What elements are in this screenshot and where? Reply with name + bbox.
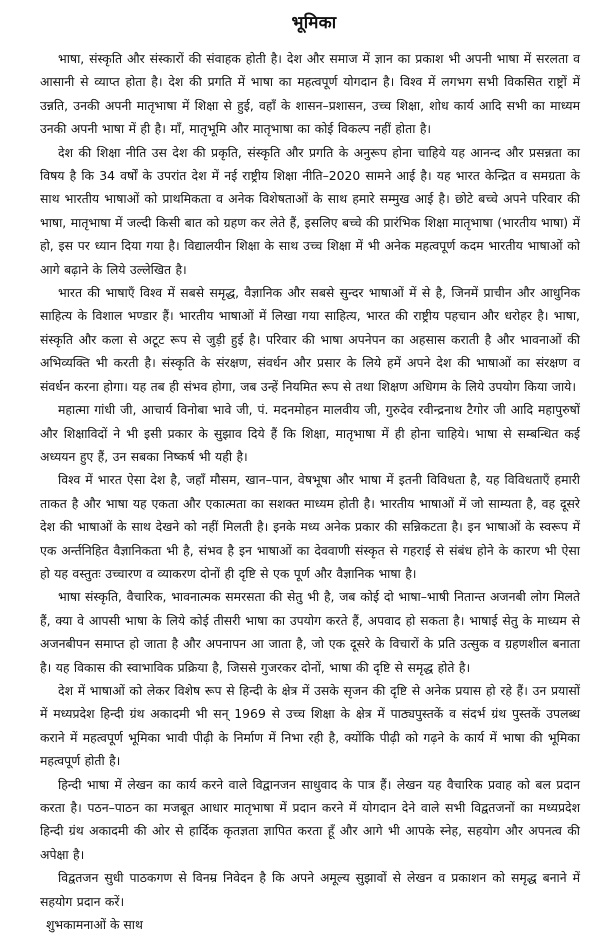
closing-line: शुभकामनाओं के साथ (46, 917, 143, 933)
paragraph-4: महात्मा गांधी जी, आचार्य विनोबा भावे जी, पं. मदनमोहन मालवीय जी, गुरुदेव रवीन्द्रनाथ टैगोर जी आदि महापुरुषों और शिक्षाविदों ने भी इसी प्रकार के सुझाव दिये हैं कि शिक्षा, मातृभाषा में ही होना चाहिये। भाषा से सम्बन्धित कई अध्ययन हुए हैं, उन सबका निष्कर्ष भी यही है। (40, 402, 580, 464)
paragraph-5: विश्व में भारत ऐसा देश है, जहाँ मौसम, खान–पान, वेषभूषा और भाषा में इतनी विविधता है, यह विविधताएँ हमारी ताकत है और भाषा यह एकता और एकात्मता का सशक्त माध्यम होती है। भारतीय भाषाओं में जो साम्यता है, वह दूसरे देश की भाषाओं के साथ देखने को नहीं मिलती है। इनके मध्य अनेक प्रकार की सन्निकटता है। इन भाषाओं के स्वरूप में एक अर्न्तनिहित वैज्ञानिकता भी है, संभव है इन भाषाओं का देववाणी संस्कृत से गहराई से संबंध होने के कारण भी ऐसा हो यह वस्तुतः उच्चारण व व्याकरण दोनों ही दृष्टि से एक पूर्ण और वैज्ञानिक भाषा है। (40, 472, 580, 581)
paragraph-6: भाषा संस्कृति, वैचारिक, भावनात्मक समरसता की सेतु भी है, जब कोई दो भाषा–भाषी नितान्त अजनबी लोग मिलते हैं, क्या वे आपसी भाषा के लिये कोई तीसरी भाषा का उपयोग करते हैं, अपवाद हो सकता है। भाषाई सेतु के माध्यम से अजनबीपन समाप्त हो जाता है और अपनापन आ जाता है, जो एक दूसरे के विचारों के प्रति उत्सुक व ग्रहणशील बनाता है। यह विकास की स्वाभाविक प्रक्रिया है, जिससे गुजरकर दोनों, भाषा की दृष्टि से समृद्ध होते है। (40, 589, 580, 675)
paragraph-7: देश में भाषाओं को लेकर विशेष रूप से हिन्दी के क्षेत्र में उसके सृजन की दृष्टि से अनेक प्रयास हो रहे हैं। उन प्रयासों में मध्यप्रदेश हिन्दी ग्रंथ अकादमी भी सन् 1969 से उच्च शिक्षा के क्षेत्र में पाठ्यपुस्तकें व संदर्भ ग्रंथ पुस्तकें उपलब्ध कराने में महत्वपूर्ण भूमिका भावी पीढ़ी के निर्माण में निभा रही है, क्योंकि पीढ़ी को गढ़ने के कार्य में भाषा की भूमिका महत्वपूर्ण होती है। (40, 682, 580, 769)
paragraph-1: भाषा, संस्कृति और संस्कारों की संवाहक होती है। देश और समाज में ज्ञान का प्रकाश भी अपनी भाषा में सरलता व आसानी से व्याप्त होता है। देश की प्रगति में भाषा का महत्वपूर्ण योगदान है। विश्व में लगभग सभी विकसित राष्ट्रों में उन्नति, उनकी अपनी मातृभाषा में शिक्षा से हुई, वहाँ के शासन–प्रशासन, उच्च शिक्षा, शोध कार्य आदि सभी का माध्यम उनकी अपनी भाषा में ही है। माँ, मातृभूमि और मातृभाषा का कोई विकल्प नहीं होता है। (40, 51, 580, 137)
paragraph-3: भारत की भाषाएँ विश्व में सबसे समृद्ध, वैज्ञानिक और सबसे सुन्दर भाषाओं में से है, जिनमें प्राचीन और आधुनिक साहित्य के विशाल भण्डार हैं। भारतीय भाषाओं में लिखा गया साहित्य, भारत की राष्ट्रीय पहचान और धरोहर है। भाषा, संस्कृति और कला से अटूट रूप से जुड़ी हुई है। परिवार की भाषा अपनेपन का अहसास कराती है और भावनाओं की अभिव्यक्ति भी करती है। संस्कृति के संरक्षण, संवर्धन और प्रसार के लिये हमें अपने देश की भाषाओं का संरक्षण व संवर्धन करना होगा। यह तब ही संभव होगा, जब उन्हें नियमित रूप से तथा शिक्षण अधिगम के लिये उपयोग किया जाये। (40, 285, 580, 394)
paragraph-9: विद्वतजन सुधी पाठकगण से विनम्र निवेदन है कि अपने अमूल्य सुझावों से लेखन व प्रकाशन को समृद्ध बनाने में सहयोग प्रदान करें। (40, 870, 580, 909)
paragraph-2: देश की शिक्षा नीति उस देश की प्रकृति, संस्कृति और प्रगति के अनुरूप होना चाहिये यह आनन्द और प्रसन्नता का विषय है कि 34 वर्षों के उपरांत देश में नई राष्ट्रीय शिक्षा नीति–2020 सामने आई है। यह भारत केन्द्रित व समग्रता के साथ भारतीय भाषाओं को प्राथमिकता व अनेक विशेषताओं के साथ हमारे सम्मुख आई है। छोटे बच्चे अपने परिवार की भाषा, मातृभाषा में जल्दी किसी बात को ग्रहण कर लेते हैं, इसलिए बच्चे की प्रारंभिक शिक्षा मातृभाषा (भारतीय भाषा) में हो, इस पर ध्यान दिया गया है। विद्यालयीन शिक्षा के साथ उच्च शिक्षा में भी अनेक महत्वपूर्ण कदम भारतीय भाषाओं को आगे बढ़ाने के लिये उल्लेखित है। (40, 144, 580, 277)
page-title: भूमिका (291, 13, 337, 33)
paragraph-8: हिन्दी भाषा में लेखन का कार्य करने वाले विद्वानजन साधुवाद के पात्र हैं। लेखन यह वैचारिक प्रवाह को बल प्रदान करता है। पठन–पाठन का मजबूत आधार मातृभाषा में प्रदान करने में योगदान देने वाले सभी विद्वतजनों का मध्यप्रदेश हिन्दी ग्रंथ अकादमी की ओर से हार्दिक कृतज्ञता ज्ञापित करता हूँ और आगे भी आपके स्नेह, सहयोग और अपनत्व की अपेक्षा है। (40, 776, 580, 862)
